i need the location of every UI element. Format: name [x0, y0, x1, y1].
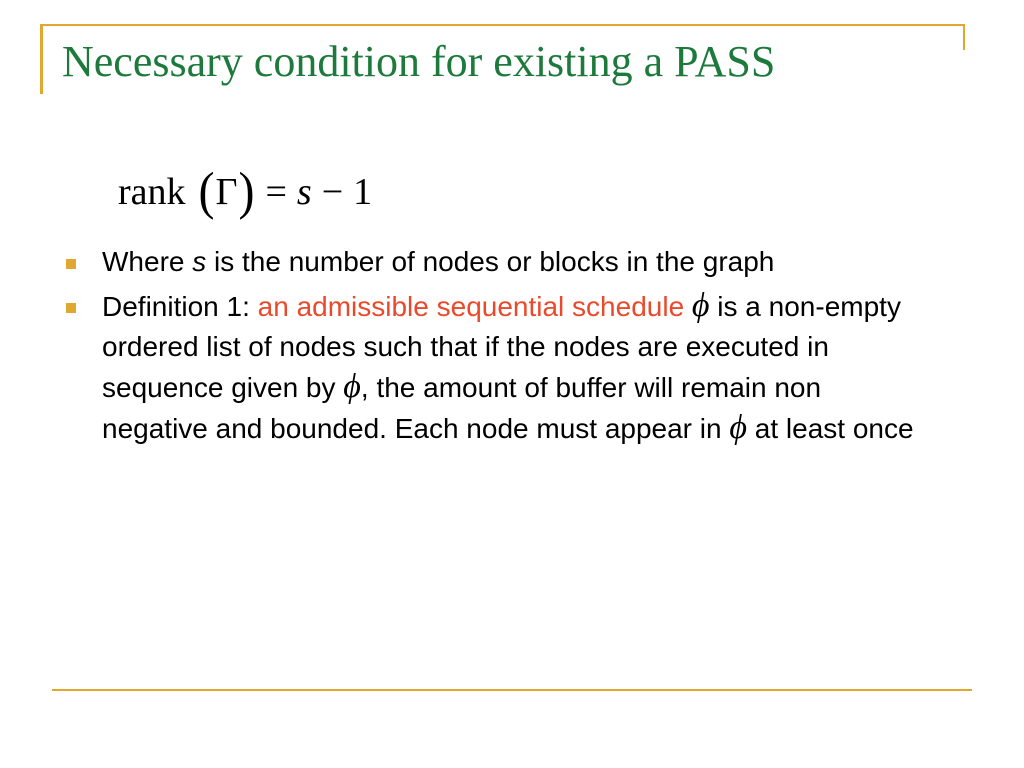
left-border-line	[40, 24, 43, 94]
formula-minus: −	[321, 171, 344, 213]
bullet-item-definition	[60, 286, 930, 449]
definition-text-1: is a non-empty ordered list of nodes such that if the nodes are executed in sequence given by	[102, 291, 901, 403]
definition-highlight: an admissible sequential schedule	[257, 291, 685, 322]
top-border-line	[40, 24, 964, 26]
slide-title: Necessary condition for existing a PASS	[62, 37, 776, 86]
bullet-variable: s	[192, 246, 207, 277]
phi-symbol: ϕ	[691, 287, 710, 324]
bottom-border-line	[52, 689, 972, 691]
rank-formula	[118, 162, 373, 221]
square-bullet-icon	[66, 303, 76, 313]
bullet-text-after: is the number of nodes or blocks in the graph	[206, 246, 775, 277]
square-bullet-icon	[66, 259, 76, 269]
formula-open-paren: (	[198, 162, 215, 221]
formula-close-paren: )	[238, 162, 255, 221]
formula-function: rank	[118, 171, 186, 213]
definition-text-3: at least once	[746, 413, 914, 444]
phi-symbol: ϕ	[343, 368, 361, 405]
bullet-item-where-s	[60, 242, 930, 282]
formula-variable: s	[296, 171, 312, 213]
bullet-list	[60, 242, 930, 453]
formula-constant: 1	[353, 171, 373, 213]
bullet-text-before: Where	[102, 246, 193, 277]
top-right-border-tick	[963, 24, 965, 50]
definition-prefix: Definition 1:	[102, 291, 258, 322]
formula-equals: =	[265, 171, 287, 213]
definition-text-2: , the amount of buffer will remain non negative and bounded. Each node must appear in	[102, 372, 822, 444]
formula-argument: Γ	[215, 171, 238, 213]
phi-symbol: ϕ	[729, 409, 747, 446]
